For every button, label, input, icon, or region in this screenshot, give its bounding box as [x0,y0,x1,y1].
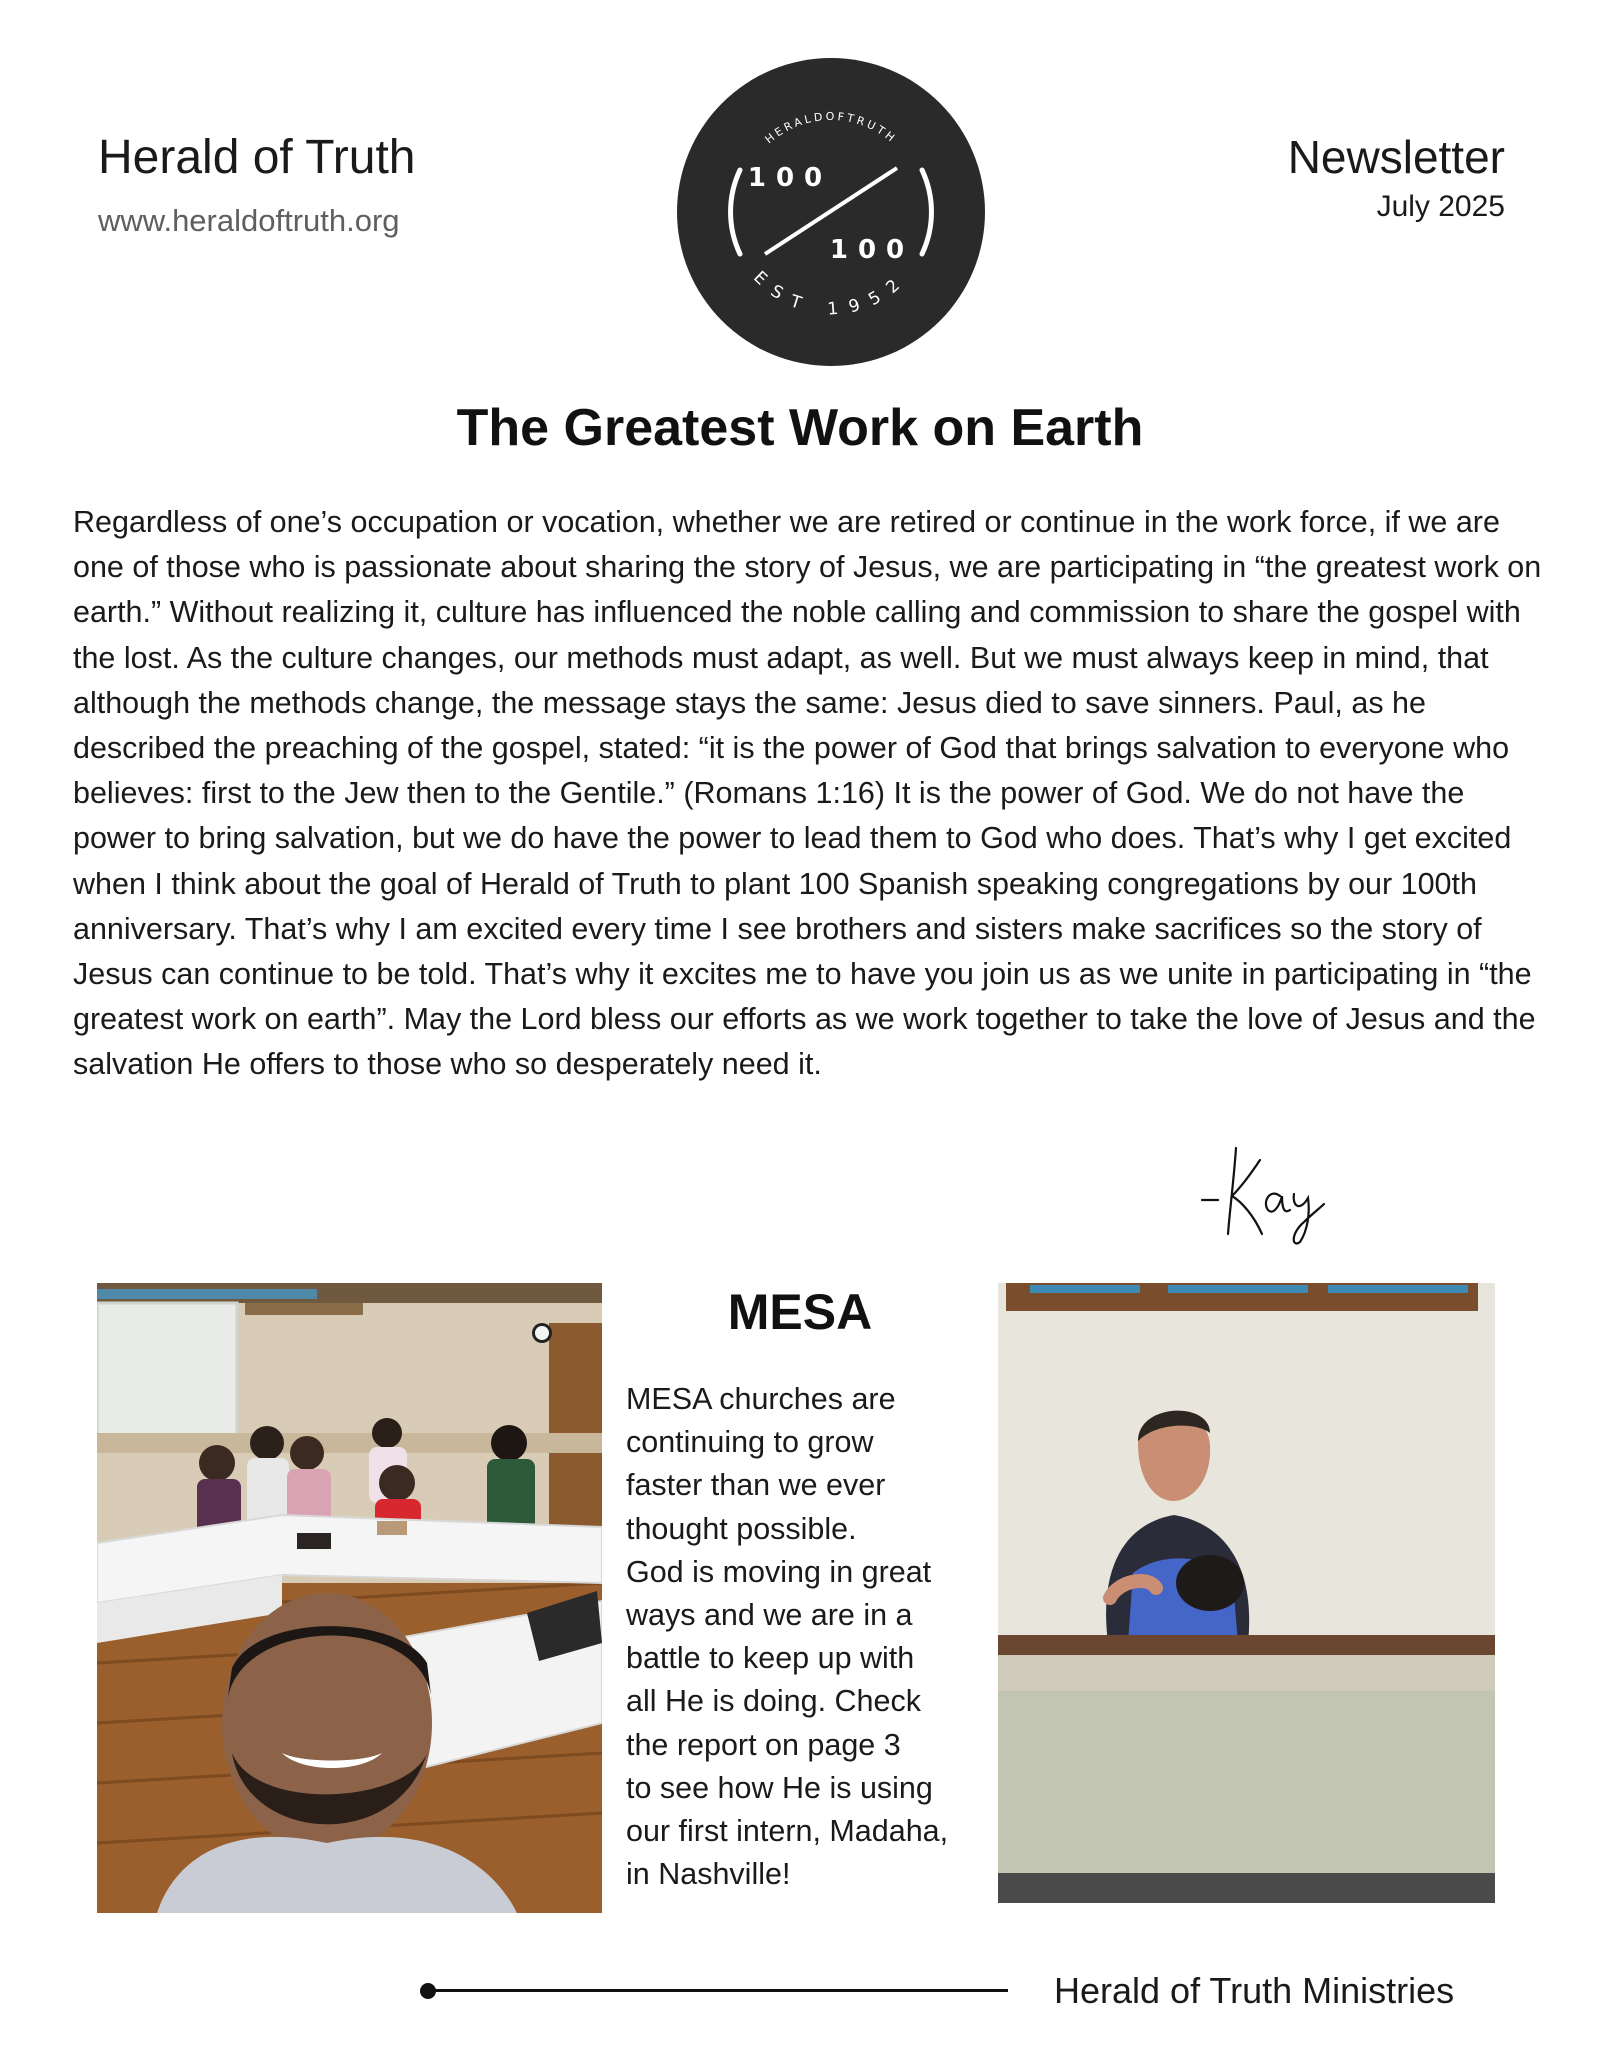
logo-numerator: 100 [747,163,833,193]
photo-classroom-selfie [97,1283,602,1913]
logo-arc-bottom-text: EST 1952 [749,267,913,320]
article-body: Regardless of one’s occupation or vocation, whether we are retired or continue in the work force, if we are one of those who is passionate about sharing the story of Jesus, we are participating in “the greatest work on earth.” Without realizing it, culture has influenced the noble calling and commission to share the gospel with the lost. As the culture changes, our methods must adapt, as well. But we must always keep in mind, that although the methods change, the message stays the same: Jesus died to save sinners. Paul, as he described the preaching of the gospel, stated: “it is the power of God that brings salvation to everyone who believes: first to the Jew then to the Gentile.” (Romans 1:16) It is the power of God. We do not have the power to bring salvation, but we do have the power to lead them to God who does. That’s why I get excited when I think about the goal of Herald of Truth to plant 100 Spanish speaking congregations by our 100th anniversary. That’s why I am excited every time I see brothers and sisters make sacrifices so the story of Jesus can continue to be told. That’s why it excites me to have you join us as we unite in participating in “the greatest work on earth”. May the Lord bless our efforts as we work together to take the love of Jesus and the salvation He offers to those who so desperately need it. [73,505,1542,1082]
newsletter-label: Newsletter [1287,131,1505,183]
signature-kay [1196,1138,1328,1250]
logo-denominator: 100 [829,235,915,265]
logo-arc-top-text: HERALDOFTRUTH [762,109,900,147]
org-name: Herald of Truth [98,131,416,184]
org-website: www.heraldoftruth.org [98,203,400,238]
footer-divider [430,1989,1008,1992]
photo-baptism [998,1283,1495,1903]
mesa-section-title: MESA [727,1284,873,1340]
footer-org-name: Herald of Truth Ministries [1054,1970,1455,2011]
article-title: The Greatest Work on Earth [456,399,1144,457]
newsletter-date: July 2025 [1376,190,1505,223]
mesa-section-body: MESA churches are continuing to grow faster than we ever thought possible. God is moving in great ways and we are in a battle to keep up with all He is doing. Check the report on page 3 to see how He is using our first intern, Madaha, in Nashville! [626,1382,949,1892]
herald-of-truth-logo [677,58,985,366]
